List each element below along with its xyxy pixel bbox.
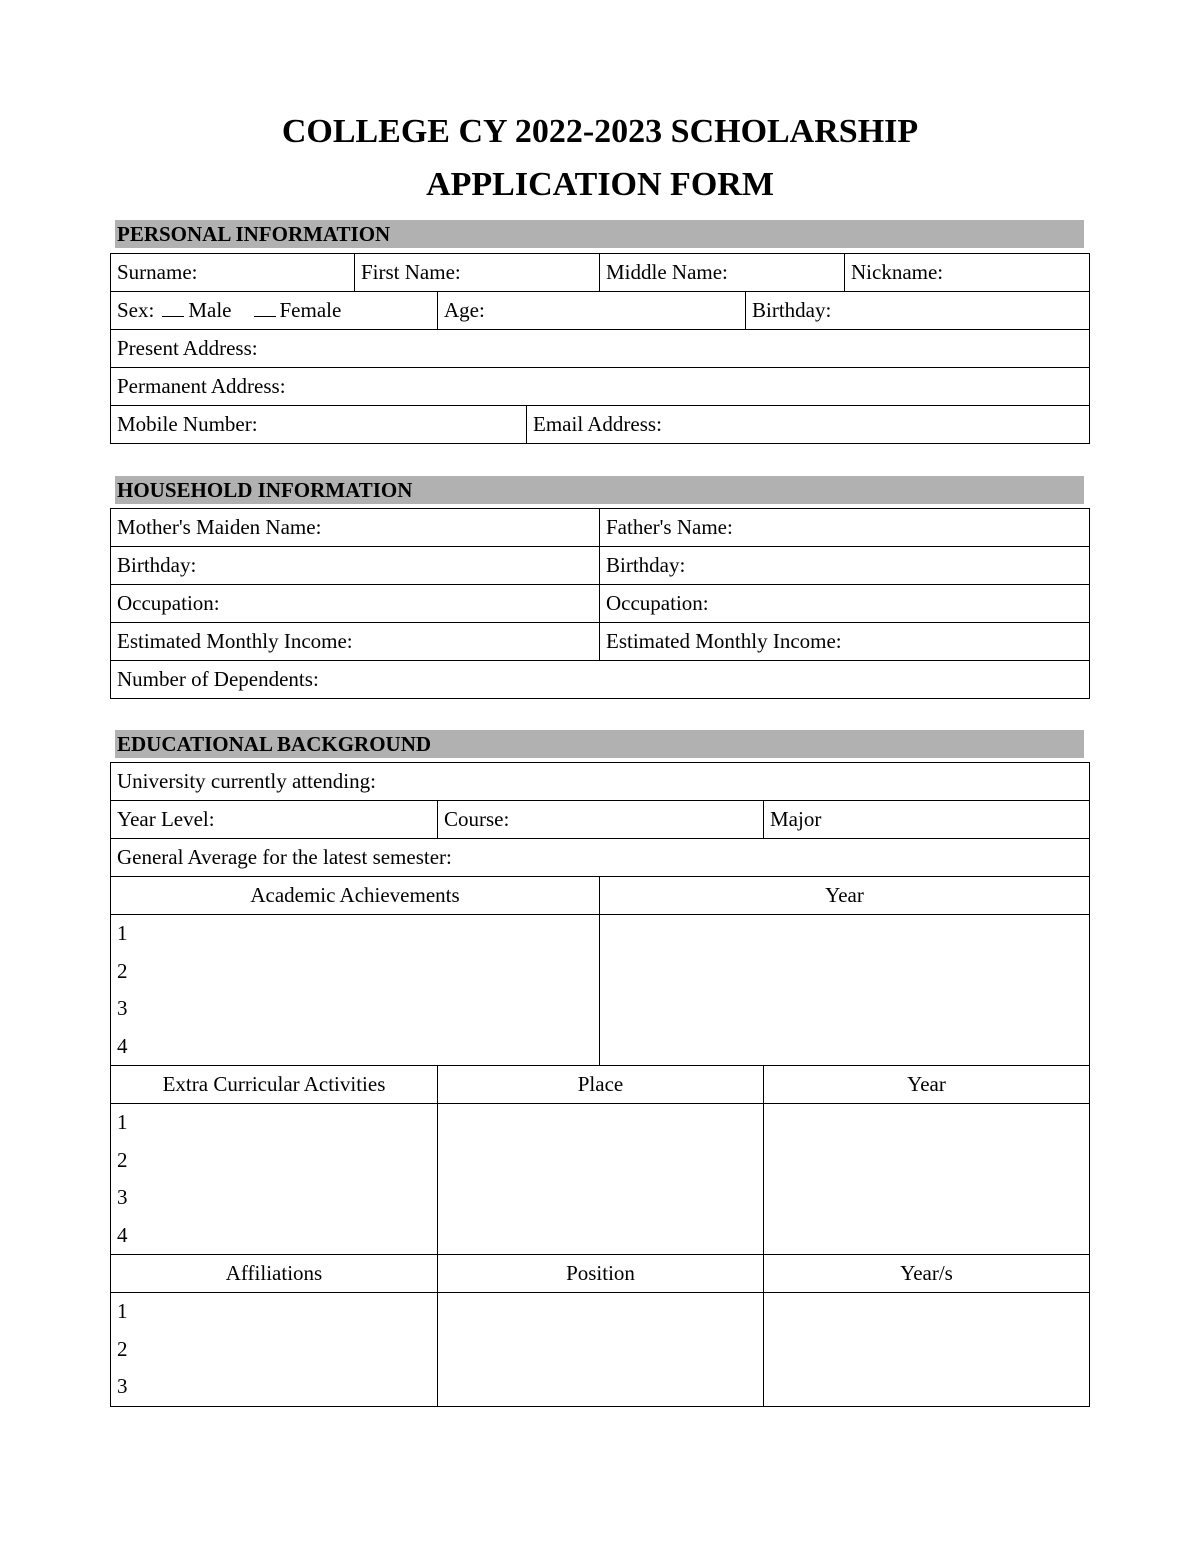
present-address-field[interactable]: Present Address: — [111, 330, 1090, 368]
extracurricular-year-column[interactable] — [764, 1104, 1090, 1255]
extracurricular-number: 1 — [117, 1110, 128, 1134]
affiliations-header: Affiliations — [111, 1255, 438, 1293]
major-field[interactable]: Major — [764, 801, 1090, 839]
education-table — [110, 762, 1090, 1407]
position-column[interactable] — [438, 1293, 764, 1407]
extracurricular-number: 2 — [117, 1147, 128, 1172]
affiliation-number: 2 — [117, 1336, 128, 1361]
personal-info-heading: PERSONAL INFORMATION — [115, 220, 1084, 248]
extracurricular-year-header: Year — [764, 1066, 1090, 1104]
mobile-number-field[interactable]: Mobile Number: — [111, 406, 527, 444]
achievement-number: 3 — [117, 996, 128, 1020]
affiliations-year-header: Year/s — [764, 1255, 1090, 1293]
affiliations-list[interactable] — [111, 1293, 438, 1407]
permanent-address-field[interactable]: Permanent Address: — [111, 368, 1090, 406]
extracurricular-number: 3 — [117, 1185, 128, 1209]
education-heading: EDUCATIONAL BACKGROUND — [115, 730, 1084, 758]
personal-info-table — [110, 253, 1090, 444]
position-header: Position — [438, 1255, 764, 1293]
female-option-label: Female — [279, 298, 342, 322]
achievement-number: 4 — [117, 1033, 128, 1058]
mother-birthday-field[interactable]: Birthday: — [111, 547, 600, 585]
extracurricular-header: Extra Curricular Activities — [111, 1066, 438, 1104]
place-header: Place — [438, 1066, 764, 1104]
father-name-field[interactable]: Father's Name: — [600, 509, 1090, 547]
female-blank[interactable] — [254, 298, 276, 317]
achievement-number: 2 — [117, 958, 128, 983]
course-field[interactable]: Course: — [438, 801, 764, 839]
father-birthday-field[interactable]: Birthday: — [600, 547, 1090, 585]
age-field[interactable]: Age: — [438, 292, 746, 330]
household-info-table — [110, 508, 1090, 699]
mother-name-field[interactable]: Mother's Maiden Name: — [111, 509, 600, 547]
middle-name-field[interactable]: Middle Name: — [600, 254, 845, 292]
dependents-field[interactable]: Number of Dependents: — [111, 661, 1090, 699]
achievements-year-column[interactable] — [600, 915, 1090, 1066]
extracurricular-number: 4 — [117, 1222, 128, 1247]
achievement-number: 1 — [117, 921, 128, 945]
first-name-field[interactable]: First Name: — [355, 254, 600, 292]
year-level-field[interactable]: Year Level: — [111, 801, 438, 839]
sex-label: Sex: — [117, 298, 155, 322]
father-occupation-field[interactable]: Occupation: — [600, 585, 1090, 623]
general-average-field[interactable]: General Average for the latest semester: — [111, 839, 1090, 877]
achievements-list[interactable] — [111, 915, 600, 1066]
affiliation-number: 1 — [117, 1299, 128, 1323]
male-blank[interactable] — [162, 298, 184, 317]
form-title-line1: COLLEGE CY 2022-2023 SCHOLARSHIP — [281, 113, 919, 150]
affiliations-year-column[interactable] — [764, 1293, 1090, 1407]
birthday-field[interactable]: Birthday: — [746, 292, 1090, 330]
email-address-field[interactable]: Email Address: — [527, 406, 1090, 444]
male-option-label: Male — [188, 298, 232, 322]
achievements-year-header: Year — [600, 877, 1090, 915]
extracurricular-list[interactable] — [111, 1104, 438, 1255]
mother-income-field[interactable]: Estimated Monthly Income: — [111, 623, 600, 661]
surname-field[interactable]: Surname: — [111, 254, 355, 292]
academic-achievements-header: Academic Achievements — [111, 877, 600, 915]
father-income-field[interactable]: Estimated Monthly Income: — [600, 623, 1090, 661]
sex-field[interactable] — [111, 292, 438, 330]
household-info-heading: HOUSEHOLD INFORMATION — [115, 476, 1084, 504]
mother-occupation-field[interactable]: Occupation: — [111, 585, 600, 623]
university-field[interactable]: University currently attending: — [111, 763, 1090, 801]
nickname-field[interactable]: Nickname: — [845, 254, 1090, 292]
affiliation-number: 3 — [117, 1374, 128, 1398]
form-title-line2: APPLICATION FORM — [426, 166, 774, 203]
place-column[interactable] — [438, 1104, 764, 1255]
